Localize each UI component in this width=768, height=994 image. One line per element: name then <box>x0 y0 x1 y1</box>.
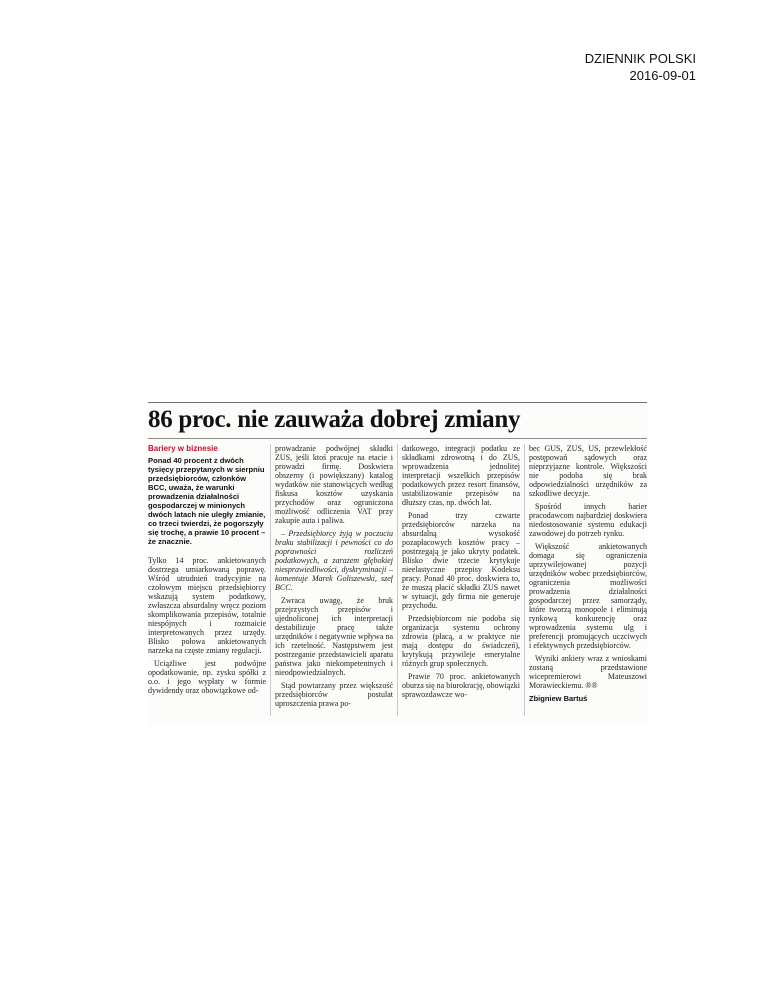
paragraph: Zwraca uwagę, że bruk przejrzystych przepisów i ujednoliconej ich interpretacji destabilizuje pracę także urzędników i negatywnie wpływa na ich rzetelność. Następstwem jest postrzeganie przedstawicieli aparatu państwa jako niekompetentnych i nieodpowiedzialnych. <box>275 596 393 677</box>
paragraph: Przedsiębiorcom nie podoba się organizacja systemu ochrony zdrowia (płacą, a w praktyce nie mają dostępu do świadczeń), krytykują przywileje emerytalne różnych grup społecznych. <box>402 614 520 668</box>
article-column-4 <box>529 444 647 720</box>
column-divider <box>397 444 398 716</box>
paragraph: Spośród innych barier pracodawcom najbardziej doskwiera niedostosowanie systemu edukacji zawodowej do potrzeb rynku. <box>529 502 647 538</box>
article-clipping <box>148 402 647 724</box>
paragraph: Wyniki ankiety wraz z wnioskami zostaną przedstawione wicepremierowi Mateuszowi Morawieckiemu. ®® <box>529 654 647 690</box>
section-tag: Bariery w biznesie <box>148 444 218 453</box>
publication-name: DZIENNIK POLSKI <box>584 51 696 66</box>
source-stamp <box>585 50 696 84</box>
column-divider <box>270 444 271 716</box>
article-headline: 86 proc. nie zauważa dobrej zmiany <box>148 406 521 433</box>
paragraph: Większość ankietowanych domaga się ograniczenia uprzywilejowanej pozycji urzędników wobec przedsiębiorców, ograniczenia możliwości prowadzenia działalności gospodarczej przez samorządy, które tworzą monopole i eliminują rynkową konkurencję oraz wprowadzenia systemu ulg i preferencji promujących uczciwych i efektywnych przedsiębiorców. <box>529 542 647 650</box>
publication-date: 2016-09-01 <box>629 68 696 83</box>
paragraph: Tylko 14 proc. ankietowanych dostrzega umiarkowaną poprawę. Wśród utrudnień tradycyjnie na czołowym miejscu przedsiębiorcy wskazują system podatkowy, zwłaszcza absurdalny wręcz poziom skomplikowania przepisów, totalnie niespójnych i rozmaicie interpretowanych przez urzędy. Blisko połowa ankietowanych narzeka na częste zmiany regulacji. <box>148 556 266 655</box>
paragraph: prowadzanie podwójnej składki ZUS, jeśli ktoś pracuje na etacie i prowadzi firmę. Doskwiera obszerny (i powiększany) katalog wydatków nie stanowiących według fiskusa kosztów uzyskania przychodów oraz ograniczona możliwość odliczenia VAT przy zakupie auta i paliwa. <box>275 444 393 525</box>
article-column-2 <box>275 444 393 720</box>
paragraph: bec GUS, ZUS, US, przewlekłość postępowań sądowych oraz nieprzyjazne kontrole. Większości nie podoba się brak odpowiedzialności urzędników za szkodliwe decyzje. <box>529 444 647 498</box>
article-column-1 <box>148 444 266 720</box>
headline-rule <box>148 438 647 439</box>
paragraph: Stąd powtarzany przez większość przedsiębiorców postulat uproszczenia prawa po- <box>275 681 393 708</box>
paragraph: Uciążliwe jest podwójne opodatkowanie, np. zysku spółki z o.o. i jego wypłaty w formie dywidendy oraz obowiązkowe od- <box>148 659 266 695</box>
top-rule <box>148 402 647 403</box>
paragraph: Ponad trzy czwarte przedsiębiorców narzeka na absurdalną wysokość pozapłacowych kosztów pracy – postrzegają je jako ukryty podatek. Blisko dwie trzecie krytykuje nieelastyczne przepisy Kodeksu pracy. Ponad 40 proc. doskwiera to, że muszą płacić składki ZUS nawet w sytuacji, gdy firma nie generuje przychodu. <box>402 511 520 610</box>
article-author: Zbigniew Bartuś <box>529 694 588 703</box>
column-divider <box>524 444 525 716</box>
paragraph: Prawie 70 proc. ankietowanych oburza się na biurokrację, obowiązki sprawozdawcze wo- <box>402 672 520 699</box>
quote-paragraph: – Przedsiębiorcy żyją w poczuciu braku stabilizacji i pewności co do poprawności rozliczeń podatkowych, a zarazem głębokiej niesprawiedliwości, dyskryminacji – komentuje Marek Goliszewski, szef BCC. <box>275 529 393 592</box>
article-column-3 <box>402 444 520 720</box>
paragraph: datkowego, integracji podatku ze składkami zdrowotną i do ZUS, wprowadzenia jednolitej interpretacji wszelkich przepisów podatkowych przez resort finansów, ustabilizowanie przepisów na dłuższy czas, np. dwóch lat. <box>402 444 520 507</box>
article-lead: Ponad 40 procent z dwóch tysięcy przepytanych w sierpniu przedsiębiorców, członków BCC, uważa, że warunki prowadzenia działalności gospodarczej w minionych dwóch latach nie uległy zmianie, co trzeci twierdzi, że pogorszyły się trochę, a prawie 10 procent – że znacznie. <box>148 456 266 546</box>
